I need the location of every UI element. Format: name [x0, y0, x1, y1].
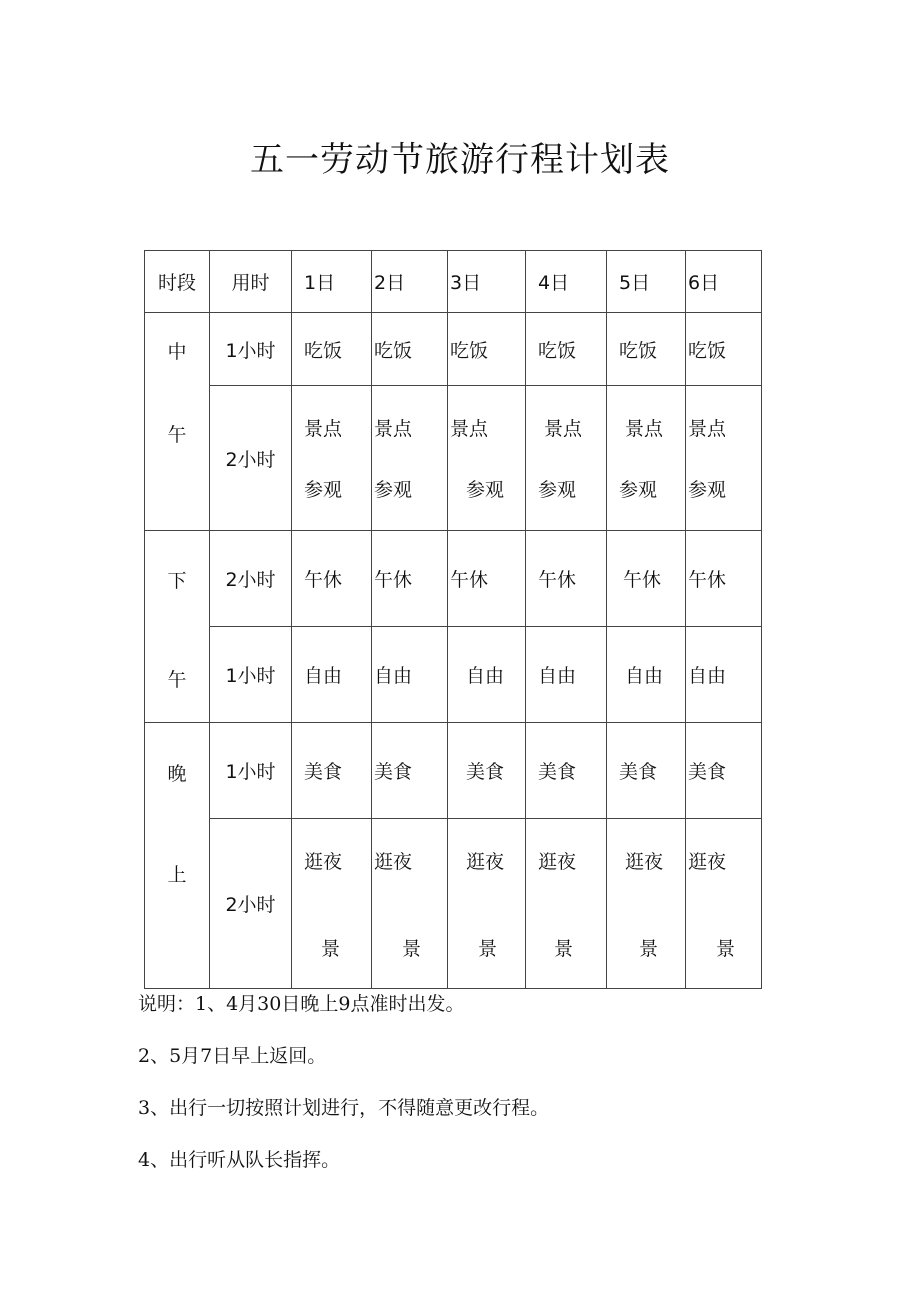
duration-cell: 1小时: [210, 313, 292, 386]
period-char: 午: [167, 669, 187, 691]
activity-line: 逛夜: [466, 850, 505, 873]
activity-cell: 自由: [686, 627, 762, 723]
activity-cell: 自由: [448, 627, 526, 723]
header-day-4: 4日: [526, 251, 607, 313]
activity-line: 逛夜: [538, 850, 577, 873]
activity-line: 景点: [544, 418, 583, 440]
header-day-3: 3日: [448, 251, 526, 313]
activity-cell: [372, 819, 448, 989]
activity-cell: 午休: [607, 531, 686, 627]
activity-cell: 美食: [607, 723, 686, 819]
activity-cell: 美食: [686, 723, 762, 819]
activity-cell: 自由: [372, 627, 448, 723]
activity-cell: 自由: [292, 627, 372, 723]
activity-cell: 午休: [526, 531, 607, 627]
table-row: [145, 627, 762, 723]
header-period: 时段: [145, 251, 210, 313]
activity-cell: [526, 819, 607, 989]
activity-line: 参观: [374, 479, 413, 501]
duration-cell: 2小时: [210, 531, 292, 627]
activity-cell: 吃饭: [686, 313, 762, 386]
activity-cell: 吃饭: [292, 313, 372, 386]
activity-line: 参观: [688, 479, 727, 501]
duration-cell: 1小时: [210, 627, 292, 723]
notes-section: [138, 992, 549, 1200]
note-line: 4、出行听从队长指挥。: [138, 1149, 341, 1171]
activity-line: 参观: [466, 479, 505, 501]
table-row: [145, 313, 762, 386]
header-duration: 用时: [210, 251, 292, 313]
activity-cell: [448, 819, 526, 989]
activity-line: 逛夜: [688, 850, 727, 873]
activity-cell: 美食: [292, 723, 372, 819]
activity-line: 景点: [304, 418, 343, 440]
activity-line: 景: [402, 937, 422, 960]
activity-cell: [607, 819, 686, 989]
activity-cell: 午休: [448, 531, 526, 627]
table-row: [145, 819, 762, 989]
activity-cell: 吃饭: [607, 313, 686, 386]
activity-cell: 美食: [372, 723, 448, 819]
activity-line: 景点: [625, 418, 664, 440]
table-row: [145, 386, 762, 531]
activity-cell: 午休: [372, 531, 448, 627]
itinerary-table: [144, 250, 762, 989]
header-row: [145, 251, 762, 313]
header-day-2: 2日: [372, 251, 448, 313]
activity-line: 逛夜: [304, 850, 343, 873]
document-title: 五一劳动节旅游行程计划表: [250, 140, 670, 180]
activity-cell: 吃饭: [526, 313, 607, 386]
activity-cell: 吃饭: [372, 313, 448, 386]
activity-line: 景: [478, 937, 498, 960]
activity-line: 景点: [374, 418, 413, 440]
note-line: 说明：1、4月30日晚上9点准时出发。: [138, 993, 465, 1015]
activity-line: 逛夜: [374, 850, 413, 873]
duration-cell: 1小时: [210, 723, 292, 819]
activity-cell: 午休: [292, 531, 372, 627]
activity-cell: 午休: [686, 531, 762, 627]
activity-cell: [607, 386, 686, 531]
duration-cell: 2小时: [210, 819, 292, 989]
activity-cell: 自由: [526, 627, 607, 723]
activity-cell: 美食: [526, 723, 607, 819]
activity-line: 逛夜: [625, 850, 664, 873]
period-char: 晚: [167, 763, 187, 785]
activity-cell: [292, 819, 372, 989]
period-char: 午: [167, 424, 187, 446]
activity-line: 景: [554, 937, 574, 960]
activity-line: 景: [716, 937, 736, 960]
activity-cell: [526, 386, 607, 531]
activity-line: 景: [321, 937, 341, 960]
activity-line: 参观: [538, 479, 577, 501]
period-noon: [145, 313, 210, 531]
period-char: 下: [167, 570, 187, 592]
header-day-5: 5日: [607, 251, 686, 313]
period-evening: [145, 723, 210, 989]
activity-cell: [292, 386, 372, 531]
period-char: 上: [167, 864, 187, 886]
duration-cell: 2小时: [210, 386, 292, 531]
activity-line: 参观: [619, 479, 658, 501]
activity-cell: 美食: [448, 723, 526, 819]
header-day-6: 6日: [686, 251, 762, 313]
note-line: 3、出行一切按照计划进行，不得随意更改行程。: [138, 1097, 550, 1119]
table-row: [145, 531, 762, 627]
activity-cell: [372, 386, 448, 531]
activity-cell: [686, 386, 762, 531]
note-line: 2、5月7日早上返回。: [138, 1045, 327, 1067]
activity-line: 景: [639, 937, 659, 960]
activity-cell: 吃饭: [448, 313, 526, 386]
header-day-1: 1日: [292, 251, 372, 313]
activity-cell: [686, 819, 762, 989]
activity-line: 景点: [688, 418, 727, 440]
activity-line: 参观: [304, 479, 343, 501]
period-afternoon: [145, 531, 210, 723]
period-char: 中: [167, 341, 187, 363]
table-row: [145, 723, 762, 819]
activity-cell: 自由: [607, 627, 686, 723]
activity-cell: [448, 386, 526, 531]
activity-line: 景点: [450, 418, 489, 440]
